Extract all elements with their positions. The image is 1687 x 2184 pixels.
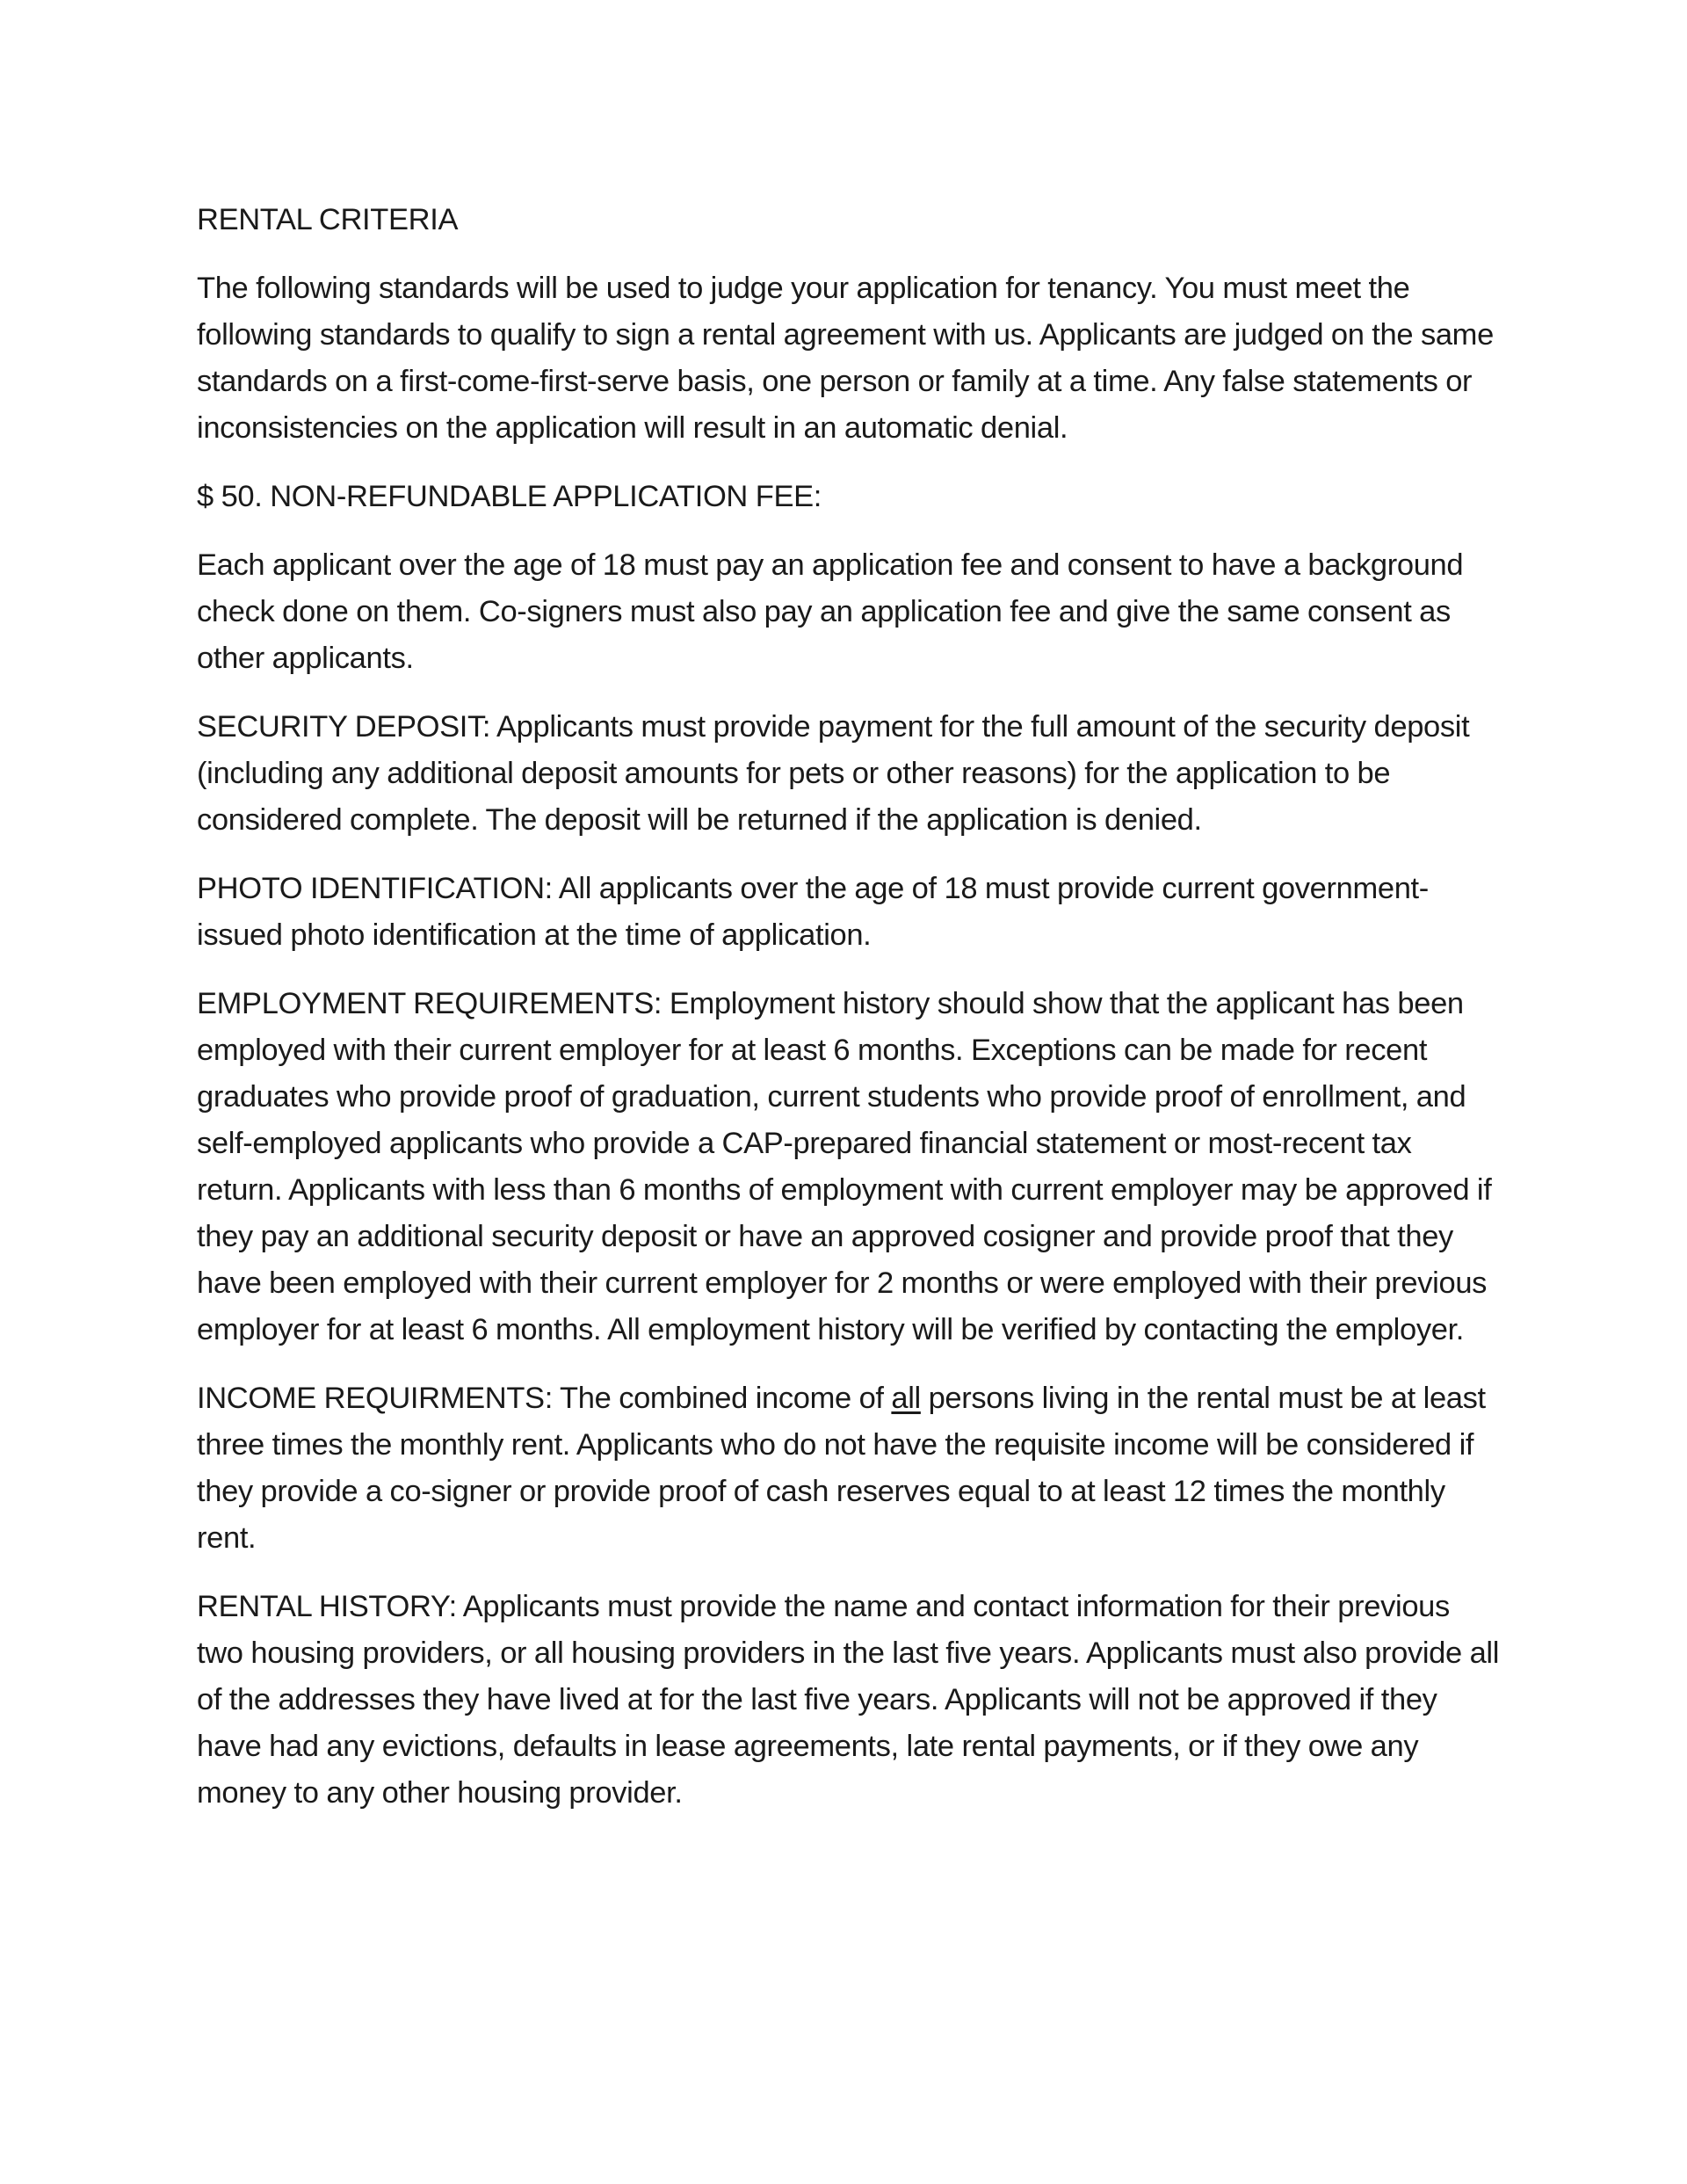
application-fee-paragraph: Each applicant over the age of 18 must pay an application fee and consent to have a background check done on them. Co-signers must also pay an application fee and give the same consent as other applicants. bbox=[197, 548, 1464, 675]
rental-history-paragraph: RENTAL HISTORY: Applicants must provide the name and contact information for their previous two housing providers, or all housing providers in the last five years. Applicants must also provide all of the addresses they have lived at for the last five years. Applicants will not be approved if they have had any evictions, defaults in lease agreements, late rental payments, or if they owe any money to any other housing provider. bbox=[197, 1590, 1500, 1810]
document-title: RENTAL CRITERIA bbox=[197, 203, 459, 236]
photo-identification-paragraph: PHOTO IDENTIFICATION: All applicants over the age of 18 must provide current government-issued photo identification at the time of application. bbox=[197, 872, 1429, 952]
income-underlined-word: all bbox=[891, 1382, 921, 1415]
application-fee-heading: $ 50. NON-REFUNDABLE APPLICATION FEE: bbox=[197, 480, 822, 513]
employment-requirements-paragraph: EMPLOYMENT REQUIREMENTS: Employment history should show that the applicant has been employed with their current employer for at least 6 months. Exceptions can be made for recent graduates who provide proof of graduation, current students who provide proof of enrollment, and self-employed applicants who provide a CAP-prepared financial statement or most-recent tax return. Applicants with less than 6 months of employment with current employer may be approved if they pay an additional security deposit or have an approved cosigner and provide proof that they have been employed with their current employer for 2 months or were employed with their previous employer for at least 6 months. All employment history will be verified by contacting the employer. bbox=[197, 987, 1492, 1346]
intro-paragraph: The following standards will be used to judge your application for tenancy. You must meet the following standards to qualify to sign a rental agreement with us. Applicants are judged on the same standards on a first-come-first-serve basis, one person or family at a time. Any false statements or inconsistencies on the application will result in an automatic denial. bbox=[197, 272, 1494, 445]
income-text-before: INCOME REQUIRMENTS: The combined income of bbox=[197, 1382, 892, 1415]
income-requirements-paragraph bbox=[197, 1375, 1502, 1562]
security-deposit-paragraph: SECURITY DEPOSIT: Applicants must provide payment for the full amount of the security deposit (including any additional deposit amounts for pets or other reasons) for the application to be considered complete. The deposit will be returned if the application is denied. bbox=[197, 710, 1470, 837]
income-text-after: persons living in the rental must be at least three times the monthly rent. Applicants who do not have the requisite income will be considered if they provide a co-signer or provide proof of cash reserves equal to at least 12 times the monthly rent. bbox=[197, 1382, 1486, 1555]
document-page bbox=[197, 197, 1502, 1839]
